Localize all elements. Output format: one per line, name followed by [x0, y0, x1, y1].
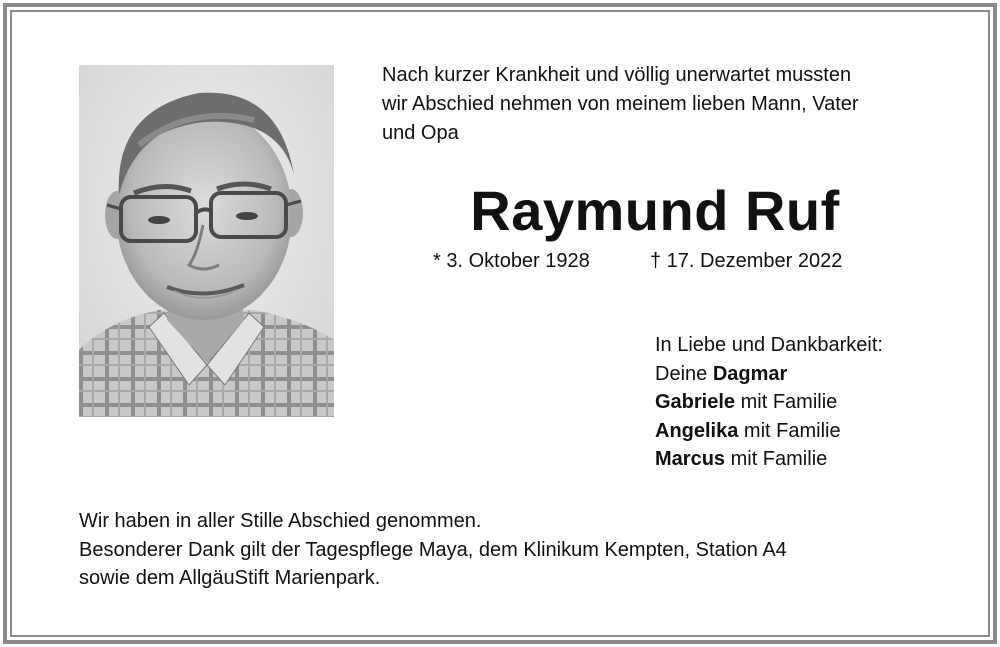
intro-line: wir Abschied nehmen von meinem lieben Mann, Vater	[382, 93, 859, 115]
member-name: Angelika	[655, 419, 739, 442]
death-date: † 17. Dezember 2022	[650, 250, 843, 272]
member-suffix: mit Familie	[725, 448, 828, 470]
closing-text	[79, 507, 959, 593]
closing-line: Besonderer Dank gilt der Tagespflege Maya, dem Klinikum Kempten, Station A4	[79, 538, 787, 561]
member-name: Marcus	[655, 448, 726, 470]
family-member	[655, 360, 955, 389]
family-member	[655, 388, 955, 417]
family-signature	[655, 331, 955, 474]
closing-line: sowie dem AllgäuStift Marienpark.	[79, 567, 381, 589]
portrait-photo-icon	[79, 65, 334, 417]
family-member	[655, 417, 955, 446]
member-suffix: mit Familie	[735, 391, 838, 413]
family-member	[655, 445, 955, 474]
intro-text	[382, 61, 942, 148]
deceased-name: Raymund Ruf	[470, 179, 840, 242]
member-name: Gabriele	[655, 391, 736, 413]
family-heading: In Liebe und Dankbarkeit:	[655, 334, 883, 356]
intro-line: und Opa	[382, 122, 459, 144]
member-prefix: Deine	[655, 362, 713, 385]
member-suffix: mit Familie	[738, 419, 841, 442]
intro-line: Nach kurzer Krankheit und völlig unerwartet mussten	[382, 64, 852, 86]
member-name: Dagmar	[712, 362, 788, 385]
closing-line: Wir haben in aller Stille Abschied genommen.	[79, 510, 482, 532]
birth-date: * 3. Oktober 1928	[433, 250, 590, 272]
